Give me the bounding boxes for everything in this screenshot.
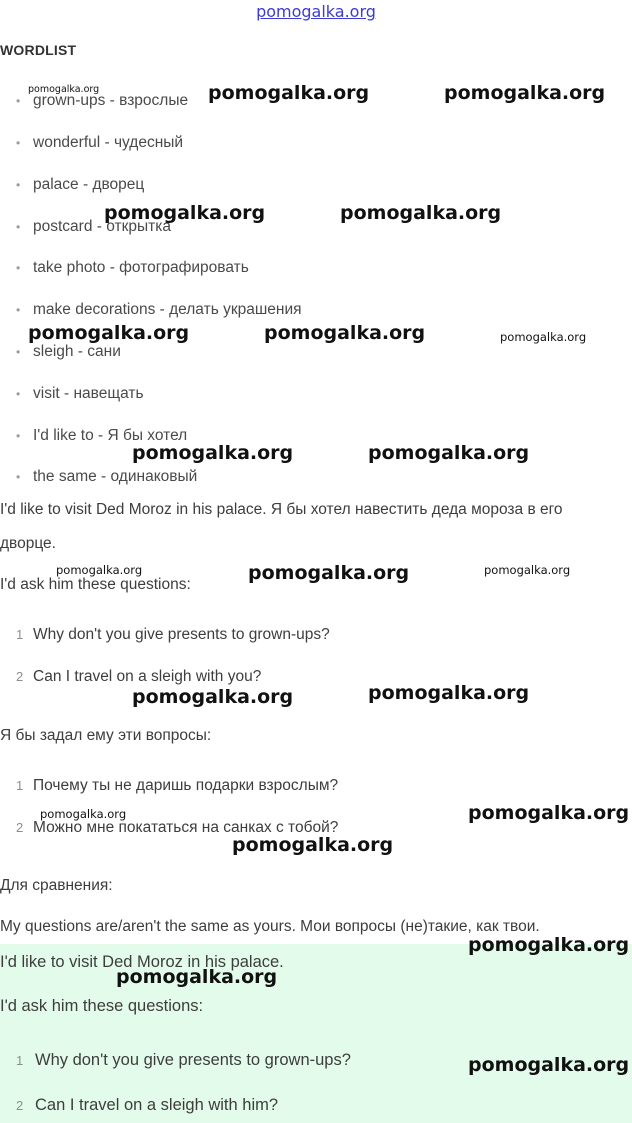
wordlist-item <box>16 301 302 319</box>
watermark: pomogalka.org <box>264 322 426 344</box>
watermark: pomogalka.org <box>248 562 410 584</box>
watermark: pomogalka.org <box>104 202 266 224</box>
watermark: pomogalka.org <box>232 834 394 856</box>
watermark: pomogalka.org <box>368 442 530 464</box>
bullet-icon: • <box>16 429 21 443</box>
item-number: 2 <box>16 669 24 684</box>
watermark: pomogalka.org <box>132 686 294 708</box>
item-number: 1 <box>16 627 24 642</box>
watermark: pomogalka.org <box>40 807 127 821</box>
wordlist-item <box>16 176 144 194</box>
watermark: pomogalka.org <box>468 802 630 824</box>
wordlist-item-text: the same - одинаковый <box>33 468 198 485</box>
numbered-item <box>16 668 261 686</box>
bullet-icon: • <box>16 303 21 317</box>
bullet-icon: • <box>16 136 21 150</box>
watermark: pomogalka.org <box>500 330 587 344</box>
watermark: pomogalka.org <box>28 322 190 344</box>
watermark: pomogalka.org <box>340 202 502 224</box>
paragraph-questions-intro: I'd ask him these questions: <box>0 576 191 593</box>
answer-line-questions: I'd ask him these questions: <box>0 997 204 1015</box>
item-number: 1 <box>16 778 24 793</box>
watermark: pomogalka.org <box>28 84 100 95</box>
numbered-item <box>16 777 338 795</box>
item-number: 2 <box>16 1098 24 1113</box>
paragraph-visit-line1: I'd like to visit Ded Moroz in his palace. Я бы хотел навестить деда мороза в его <box>0 501 563 518</box>
wordlist-item-text: visit - навещать <box>33 385 144 402</box>
wordlist-item-text: postcard - открытка <box>33 218 171 235</box>
answer-line-visit: I'd like to visit Ded Moroz in his palace. <box>0 953 284 971</box>
paragraph-visit-line2: дворце. <box>0 535 56 552</box>
item-text: Почему ты не даришь подарки взрослым? <box>33 777 339 794</box>
watermark: pomogalka.org <box>132 442 294 464</box>
answer-numbered-item <box>16 1051 351 1070</box>
numbered-item <box>16 626 330 644</box>
watermark: pomogalka.org <box>368 682 530 704</box>
item-text: Можно мне покататься на санках с тобой? <box>33 819 339 836</box>
bullet-icon: • <box>16 220 21 234</box>
watermark: pomogalka.org <box>468 934 630 956</box>
wordlist-item-text: palace - дворец <box>33 176 145 193</box>
watermark: pomogalka.org <box>208 82 370 104</box>
wordlist-item <box>16 259 249 277</box>
wordlist-item <box>16 385 144 403</box>
paragraph-comparison: Для сравнения: <box>0 877 113 894</box>
wordlist-item-text: wonderful - чудесный <box>33 134 184 151</box>
wordlist-item-text: grown-ups - взрослые <box>33 92 189 109</box>
item-number: 2 <box>16 820 24 835</box>
wordlist-item <box>16 343 121 361</box>
answer-numbered-item <box>16 1096 278 1115</box>
watermark: pomogalka.org <box>468 1054 630 1076</box>
item-text: Why don't you give presents to grown-ups? <box>35 1051 351 1069</box>
item-text: Can I travel on a sleigh with him? <box>35 1096 279 1114</box>
wordlist-item <box>16 468 197 486</box>
wordlist-item-text: I'd like to - Я бы хотел <box>33 427 188 444</box>
wordlist-item-text: make decorations - делать украшения <box>33 301 302 318</box>
wordlist-heading: WORDLIST <box>0 42 77 58</box>
bullet-icon: • <box>16 178 21 192</box>
item-number: 1 <box>16 1053 24 1068</box>
paragraph-same-questions: My questions are/aren't the same as yours. Мои вопросы (не)такие, как твои. <box>0 918 540 935</box>
bullet-icon: • <box>16 94 21 108</box>
item-text: Can I travel on a sleigh with you? <box>33 668 262 685</box>
wordlist-item <box>16 134 183 152</box>
watermark: pomogalka.org <box>56 563 143 577</box>
bullet-icon: • <box>16 345 21 359</box>
site-link[interactable]: pomogalka.org <box>256 2 376 21</box>
watermark: pomogalka.org <box>484 563 571 577</box>
bullet-icon: • <box>16 387 21 401</box>
paragraph-questions-ru: Я бы задал ему эти вопросы: <box>0 727 212 744</box>
watermark: pomogalka.org <box>444 82 606 104</box>
wordlist-item-text: sleigh - сани <box>33 343 121 360</box>
wordlist-item-text: take photo - фотографировать <box>33 259 249 276</box>
bullet-icon: • <box>16 470 21 484</box>
item-text: Why don't you give presents to grown-ups? <box>33 626 330 643</box>
bullet-icon: • <box>16 261 21 275</box>
watermark: pomogalka.org <box>116 966 278 988</box>
